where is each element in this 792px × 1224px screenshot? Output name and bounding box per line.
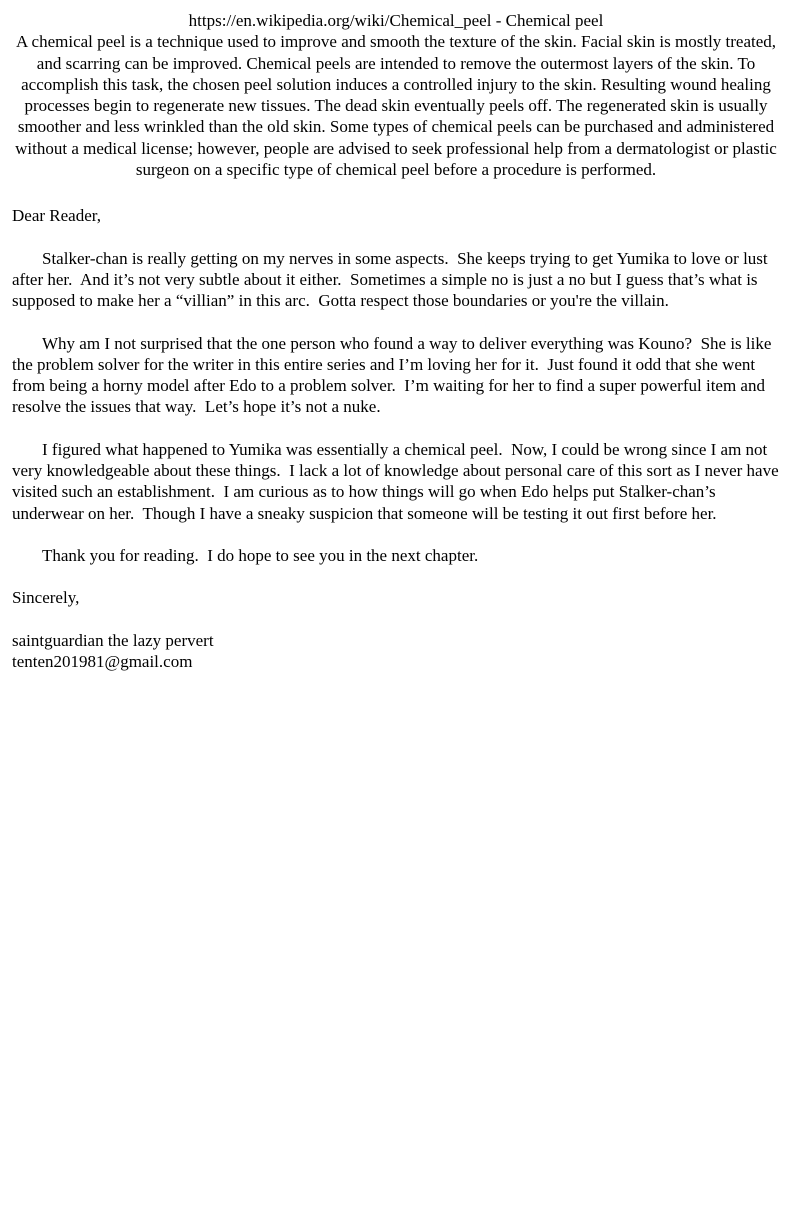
body-paragraph-1: Stalker-chan is really getting on my nerves in some aspects. She keeps trying to get Yumika to love or lust after her. And it’s not very subtle about it either. Sometimes a simple no is just a no but I guess that’s what is supposed to make her a “villian” in this arc. Gotta respect those boundaries or you're the villain. xyxy=(12,248,772,311)
source-url-line: https://en.wikipedia.org/wiki/Chemical_peel - Chemical peel xyxy=(188,11,604,30)
salutation: Dear Reader, xyxy=(12,206,101,226)
body-paragraph-3: I figured what happened to Yumika was essentially a chemical peel. Now, I could be wrong since I am not very knowledgeable about these things. I lack a lot of knowledge about personal care of this sort as I never have visited such an establishment. I am curious as to how things will go when Edo helps put Stalker-chan’s underwear on her. Though I have a sneaky suspicion that someone will be testing it out first before her. xyxy=(12,439,783,523)
closing: Sincerely, xyxy=(12,588,80,608)
signature-email: tenten201981@gmail.com xyxy=(12,651,193,671)
signature-name: saintguardian the lazy pervert xyxy=(12,630,214,650)
body-paragraph-4: Thank you for reading. I do hope to see you in the next chapter. xyxy=(42,545,479,565)
intro-paragraph: A chemical peel is a technique used to improve and smooth the texture of the skin. Facial skin is mostly treated, and scarring can be improved. Chemical peels are intended to remove the outermost layers of the skin. To accomplish this task, the chosen peel solution induces a controlled injury to the skin. Resulting wound healing processes begin to regenerate new tissues. The dead skin eventually peels off. The regenerated skin is usually smoother and less wrinkled than the old skin. Some types of chemical peels can be purchased and administered without a medical license; however, people are advised to seek professional help from a dermatologist or plastic surgeon on a specific type of chemical peel before a procedure is performed. xyxy=(15,32,782,180)
body-paragraph-2: Why am I not surprised that the one person who found a way to deliver everything was Kouno? She is like the problem solver for the writer in this entire series and I’m loving her for it. Just found it odd that she went from being a horny model after Edo to a problem solver. I’m waiting for her to find a super powerful item and resolve the issues that way. Let’s hope it’s not a nuke. xyxy=(12,333,776,417)
signature-block xyxy=(12,630,780,673)
